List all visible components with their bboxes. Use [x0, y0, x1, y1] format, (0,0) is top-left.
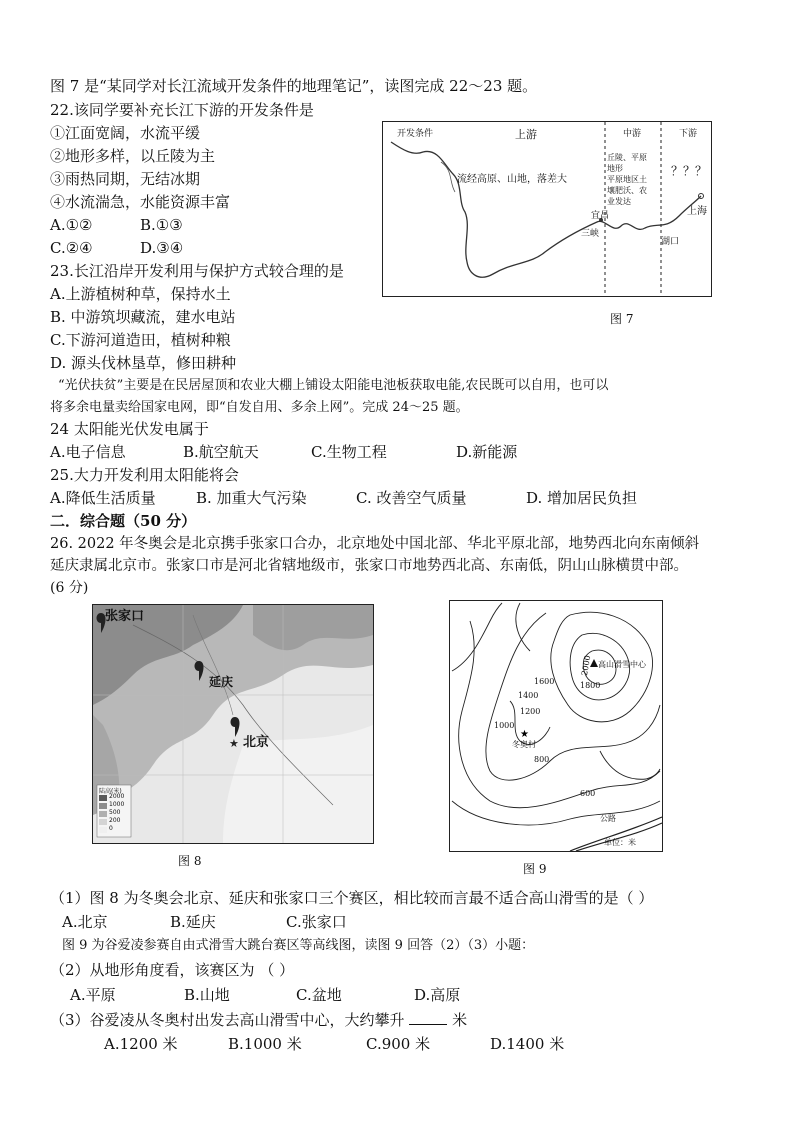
sub1-option-a: A.北京 — [62, 913, 108, 931]
q22-item-4: ④水流湍急，水能资源丰富 — [50, 193, 231, 211]
sub3-stem: （3）谷爱凌从冬奥村出发去高山滑雪中心，大约攀升 米 — [50, 1011, 468, 1029]
q24-option-a: A.电子信息 — [50, 443, 126, 461]
figure-9-caption: 图 9 — [523, 862, 547, 876]
figure-8 — [92, 604, 374, 844]
q22-item-2: ②地形多样，以丘陵为主 — [50, 147, 216, 165]
label-hukou: 湖口 — [661, 237, 680, 247]
q22-stem: 22.该同学要补充长江下游的开发条件是 — [50, 101, 314, 119]
label-road: 公路 — [600, 814, 616, 823]
col-header-lower: 下游 — [679, 129, 698, 139]
village-star-icon: ★ — [520, 729, 529, 740]
yangtze-notes-diagram — [383, 122, 711, 296]
label-beijing: 北京 — [243, 735, 270, 750]
intro-solar-2: 将多余电量卖给国家电网，即“自发自用、多余上网”。完成 24～25 题。 — [50, 400, 469, 415]
q24-option-b: B.航空航天 — [183, 443, 259, 461]
label-yichang: 宜昌 — [591, 211, 610, 221]
q25-stem: 25.大力开发利用太阳能将会 — [50, 466, 239, 484]
q22-option-d: D.③④ — [140, 239, 184, 257]
q22-item-1: ①江面宽阔，水流平缓 — [50, 124, 201, 142]
sub2-option-c: C.盆地 — [296, 986, 342, 1004]
sub3-option-d: D.1400 米 — [490, 1035, 565, 1053]
q23-stem: 23.长江沿岸开发利用与保护方式较合理的是 — [50, 262, 344, 280]
contour-label-1200: 1200 — [520, 707, 541, 716]
contour-label-1600: 1600 — [534, 677, 555, 686]
figure-8-caption: 图 8 — [178, 854, 202, 868]
label-shanghai: 上海 — [687, 206, 707, 217]
q23-option-a: A.上游植树种草，保持水土 — [50, 285, 231, 303]
label-zhangjiakou: 张家口 — [105, 609, 145, 624]
contour-map — [450, 601, 662, 851]
q23-option-b: B. 中游筑坝藏流，建水电站 — [50, 308, 236, 326]
label-sanxia: 三峡 — [581, 229, 600, 239]
col-header-conditions: 开发条件 — [397, 129, 434, 139]
intro-solar-1: “光伏扶贫”主要是在民居屋顶和农业大棚上铺设太阳能电池板获取电能,农民既可以自用，也可以 — [58, 378, 609, 393]
q25-option-d: D. 增加居民负担 — [526, 489, 638, 507]
sub2-stem: （2）从地形角度看，该赛区为 （ ） — [50, 961, 295, 979]
q22-item-3: ③雨热同期，无结冰期 — [50, 170, 201, 188]
q26-line-3: (6 分) — [50, 580, 89, 596]
q24-option-d: D.新能源 — [456, 443, 518, 461]
legend-title: 陆高(米) — [99, 788, 122, 795]
sub1-option-b: B.延庆 — [170, 913, 216, 931]
sub3-option-b: B.1000 米 — [228, 1035, 302, 1053]
legend-values: 2000 1000 500 200 0 — [109, 793, 125, 832]
sub2-option-b: B.山地 — [184, 986, 230, 1004]
q26-line-2: 延庆隶属北京市。张家口市是河北省辖地级市，张家口市地势西北高、东南低，阴山山脉横贯中部。 — [50, 558, 688, 574]
middle-conditions-text: 丘陵、平原 地形 平原地区土 壤肥沃、农 业发达 — [607, 153, 647, 206]
sub2-option-a: A.平原 — [70, 986, 116, 1004]
col-header-middle: 中游 — [623, 129, 642, 139]
contour-label-1000: 1000 — [494, 721, 515, 730]
figure-7 — [382, 121, 712, 297]
figure-9 — [449, 600, 663, 852]
lower-conditions-unknown: ？？？ — [671, 164, 708, 178]
q22-option-c: C.②④ — [50, 239, 93, 257]
q25-option-c: C. 改善空气质量 — [356, 489, 467, 507]
q23-option-c: C.下游河道造田，植树种粮 — [50, 331, 231, 349]
intro-text: 图 7 是“某同学对长江流域开发条件的地理笔记”，读图完成 22～23 题。 — [50, 77, 538, 95]
sub2-option-d: D.高原 — [414, 986, 461, 1004]
intro-fig9: 图 9 为谷爱凌参赛自由式滑雪大跳台赛区等高线图，读图 9 回答（2）（3）小题： — [62, 938, 535, 953]
q24-stem: 24 太阳能光伏发电属于 — [50, 420, 209, 438]
upper-conditions-text: 流经高原、山地，落差大 — [457, 174, 567, 185]
contour-label-1800: 1800 — [580, 681, 601, 690]
q25-option-b: B. 加重大气污染 — [196, 489, 307, 507]
sub3-option-c: C.900 米 — [366, 1035, 431, 1053]
q23-option-d: D. 源头伐林垦草，修田耕种 — [50, 354, 237, 372]
q22-option-b: B.①③ — [140, 216, 183, 234]
contour-label-1400: 1400 — [518, 691, 539, 700]
answer-blank[interactable] — [409, 1010, 447, 1025]
sub3-option-a: A.1200 米 — [104, 1035, 178, 1053]
q22-option-a: A.①② — [50, 216, 93, 234]
label-village: 冬奥村 — [512, 740, 536, 749]
beijing-star-icon: ★ — [229, 737, 239, 750]
terrain-map — [93, 605, 373, 843]
contour-label-2000: 2000 — [579, 654, 593, 677]
section-heading: 二．综合题（50 分） — [50, 512, 197, 530]
col-header-upper: 上游 — [515, 128, 537, 141]
label-yanqing: 延庆 — [209, 675, 234, 689]
figure-7-caption: 图 7 — [610, 312, 634, 326]
sub1-option-c: C.张家口 — [286, 913, 347, 931]
label-unit: 单位：米 — [604, 838, 636, 847]
q25-option-a: A.降低生活质量 — [50, 489, 156, 507]
contour-label-800: 800 — [534, 755, 550, 764]
contour-label-600: 600 — [580, 789, 596, 798]
sub1-stem: （1）图 8 为冬奥会北京、延庆和张家口三个赛区，相比较而言最不适合高山滑雪的是（ ） — [50, 889, 654, 907]
label-ski-center: 高山滑雪中心 — [598, 660, 646, 669]
q26-line-1: 26. 2022 年冬奥会是北京携手张家口合办，北京地处中国北部、华北平原北部，地势西北向东南倾斜 — [50, 536, 700, 552]
q24-option-c: C.生物工程 — [311, 443, 387, 461]
